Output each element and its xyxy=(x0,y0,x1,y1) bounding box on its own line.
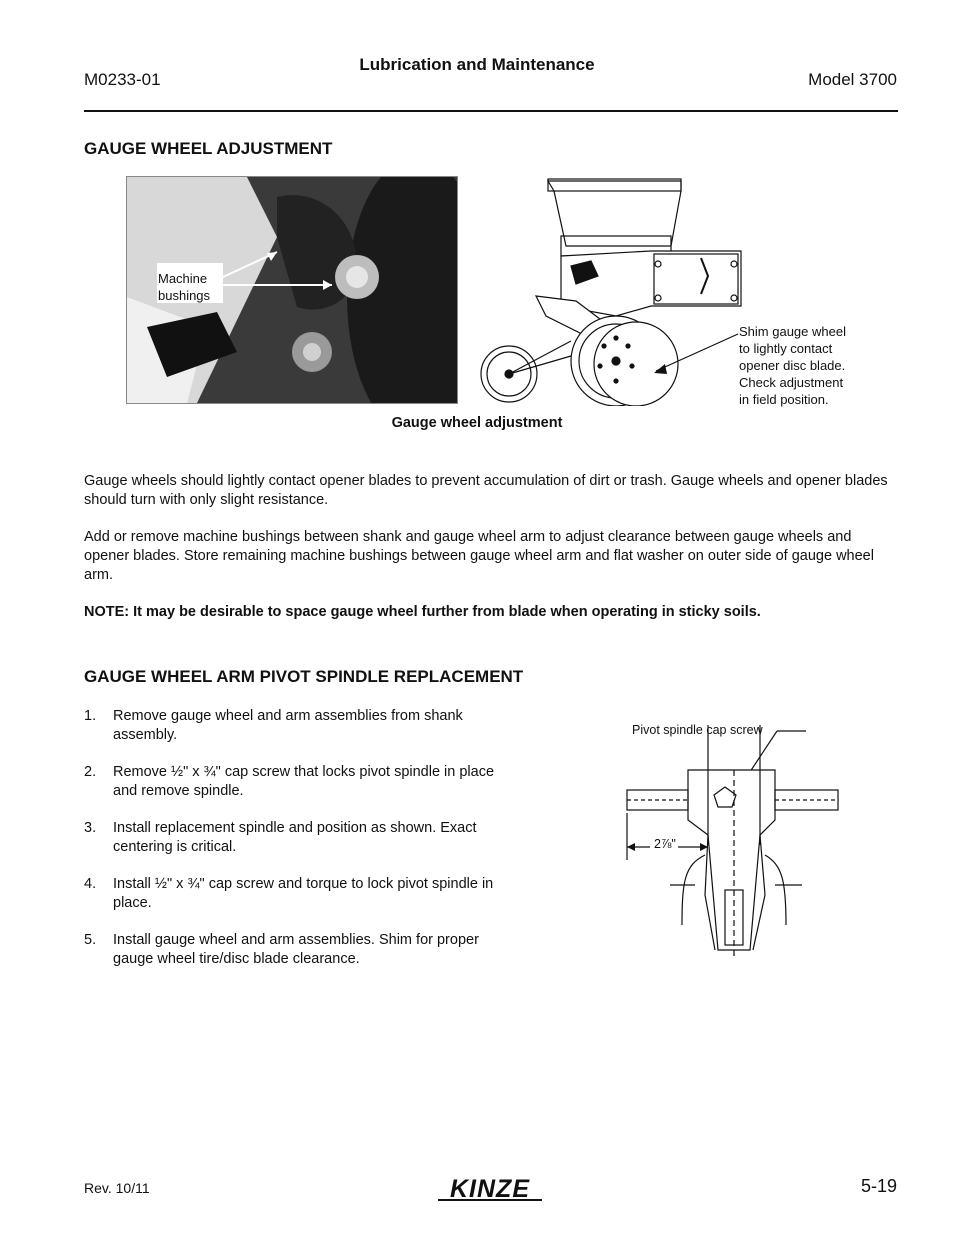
step-number: 2. xyxy=(84,764,97,780)
step-text: Remove gauge wheel and arm assemblies from shank assembly. xyxy=(113,708,463,743)
callout-pivot-spindle-cap-screw: Pivot spindle cap screw xyxy=(632,723,763,737)
list-item xyxy=(84,707,513,745)
planter-diagram xyxy=(476,176,746,406)
replacement-steps xyxy=(84,707,513,987)
section-title: Lubrication and Maintenance xyxy=(359,55,595,74)
callout-machine-bushings xyxy=(158,270,210,304)
figure-caption: Gauge wheel adjustment xyxy=(391,415,563,431)
logo-text: KINZE xyxy=(450,1175,530,1203)
paragraph-machine-bushings: Add or remove machine bushings between shank and gauge wheel arm to adjust clearance between gauge wheels and opener blades. Store remaining machine bushings between gauge wheel arm and flat washer on outer side of gauge wheel arm. xyxy=(84,529,874,583)
list-item xyxy=(84,763,513,801)
header-rule xyxy=(84,110,898,112)
step-text: Install ½" x ¾" cap screw and torque to lock pivot spindle in place. xyxy=(113,876,494,911)
step-number: 3. xyxy=(84,820,97,836)
callout-line: Shim gauge wheel xyxy=(739,324,846,339)
step-number: 1. xyxy=(84,708,97,724)
kinze-logo-mark xyxy=(430,1174,550,1204)
planter-line-drawing xyxy=(476,176,746,406)
list-item xyxy=(84,875,513,913)
list-item xyxy=(84,931,513,969)
list-item xyxy=(84,819,513,857)
spindle-line-drawing xyxy=(610,725,850,960)
step-text: Remove ½" x ¾" cap screw that locks pivot spindle in place and remove spindle. xyxy=(113,764,495,799)
gauge-wheel-photo xyxy=(126,176,458,404)
revision-date: Rev. 10/11 xyxy=(84,1180,150,1196)
callout-line: in field position. xyxy=(739,392,829,407)
step-text: Install replacement spindle and position as shown. Exact centering is critical. xyxy=(113,820,477,855)
callout-line: Check adjustment xyxy=(739,375,844,390)
paragraph-gauge-contact: Gauge wheels should lightly contact opener blades to prevent accumulation of dirt or trash. Gauge wheels and opener blades should turn with only slight resistance. xyxy=(84,473,888,508)
callout-line: to lightly contact xyxy=(739,341,833,356)
callout-line: bushings xyxy=(158,288,211,303)
page-number: 5-19 xyxy=(860,1176,897,1196)
model-name: Model 3700 xyxy=(808,70,897,89)
spindle-diagram xyxy=(610,725,850,960)
doc-number: M0233-01 xyxy=(84,70,161,89)
dimension-label: 2⅞" xyxy=(654,837,676,851)
callout-line: opener disc blade. xyxy=(739,358,846,373)
kinze-logo xyxy=(430,1174,550,1204)
note-sticky-soils: NOTE: It may be desirable to space gauge wheel further from blade when operating in sticky soils. xyxy=(84,604,761,620)
section-heading-pivot-spindle: GAUGE WHEEL ARM PIVOT SPINDLE REPLACEMENT xyxy=(84,667,524,686)
step-text: Install gauge wheel and arm assemblies. Shim for proper gauge wheel tire/disc blade clearance. xyxy=(113,932,479,967)
step-number: 4. xyxy=(84,876,97,892)
callout-shim-gauge-wheel xyxy=(739,323,846,408)
callout-line: Machine xyxy=(158,271,208,286)
step-number: 5. xyxy=(84,932,97,948)
section-heading-gauge-wheel-adjustment: GAUGE WHEEL ADJUSTMENT xyxy=(84,139,333,158)
